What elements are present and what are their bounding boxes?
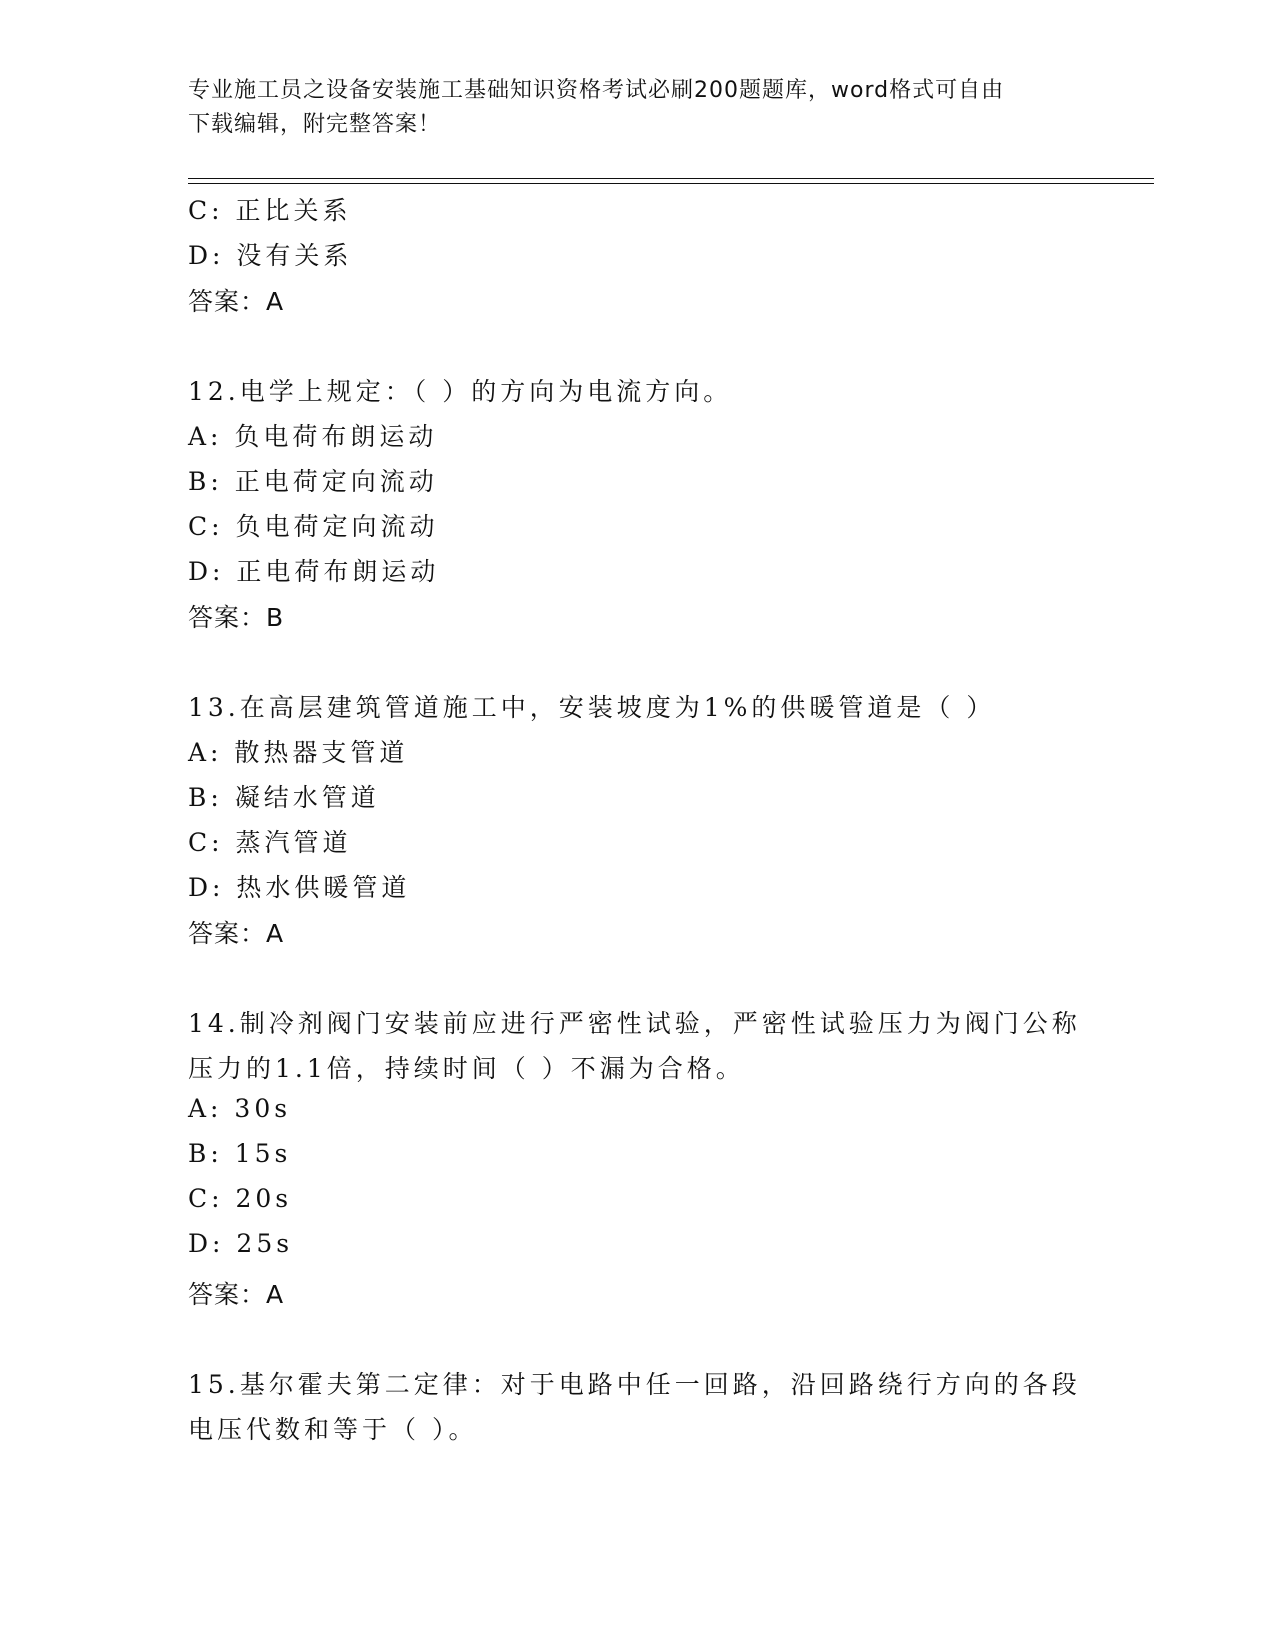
q12-option-b: B: 正电荷定向流动: [188, 467, 438, 496]
page-header: [188, 74, 1068, 142]
q14-option-d: D: 25s: [188, 1229, 294, 1258]
q14-option-a: A: 30s: [188, 1094, 292, 1123]
q11-answer: 答案：A: [188, 287, 285, 316]
q14-question-line-1: 14.制冷剂阀门安装前应进行严密性试验，严密性试验压力为阀门公称: [188, 1009, 1081, 1038]
q13-option-d: D: 热水供暖管道: [188, 873, 411, 902]
q13-option-b: B: 凝结水管道: [188, 783, 380, 812]
q15-question-line-2: 电压代数和等于（ ）。: [188, 1415, 478, 1444]
header-line-1: 专业施工员之设备安装施工基础知识资格考试必刷200题题库，word格式可自由: [188, 78, 1005, 103]
q12-answer: 答案：B: [188, 603, 285, 632]
q11-option-c: C: 正比关系: [188, 196, 352, 225]
header-line-2: 下载编辑，附完整答案！: [188, 112, 442, 137]
q13-answer: 答案：A: [188, 919, 285, 948]
q12-option-a: A: 负电荷布朗运动: [188, 422, 438, 451]
q13-option-c: C: 蒸汽管道: [188, 828, 352, 857]
q14-option-b: B: 15s: [188, 1139, 292, 1168]
header-rule-top: [188, 178, 1154, 179]
q13-option-a: A: 散热器支管道: [188, 738, 409, 767]
q14-answer: 答案：A: [188, 1280, 285, 1309]
q12-option-c: C: 负电荷定向流动: [188, 512, 439, 541]
q13-question: 13.在高层建筑管道施工中，安装坡度为1%的供暖管道是（ ）: [188, 693, 996, 722]
header-rule-bottom: [188, 183, 1154, 184]
q14-option-c: C: 20s: [188, 1184, 293, 1213]
q15-question-line-1: 15.基尔霍夫第二定律：对于电路中任一回路，沿回路绕行方向的各段: [188, 1370, 1081, 1399]
q14-question-line-2: 压力的1.1倍，持续时间（ ）不漏为合格。: [188, 1054, 745, 1083]
q12-option-d: D: 正电荷布朗运动: [188, 557, 440, 586]
q12-question: 12.电学上规定：（ ）的方向为电流方向。: [188, 377, 733, 406]
q11-option-d: D: 没有关系: [188, 241, 353, 270]
